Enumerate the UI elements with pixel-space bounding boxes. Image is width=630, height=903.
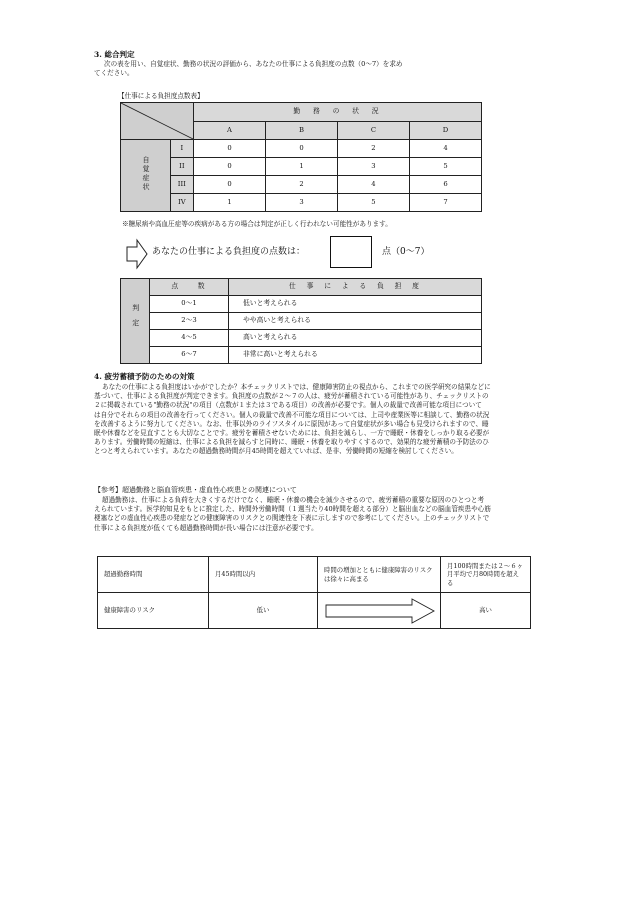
- reference-body: [94, 496, 534, 533]
- section3-intro: [94, 60, 494, 78]
- score-cell: 0: [194, 140, 266, 158]
- score-cell: 2: [265, 176, 337, 194]
- diagonal-line: [121, 103, 193, 139]
- risk-row2-high: 高い: [441, 593, 531, 629]
- score-cell: 5: [409, 158, 481, 176]
- score-table-corner: [121, 103, 194, 140]
- risk-row1-high: 月100時間または２〜６ヶ月平均で月80時間を超える: [441, 557, 531, 593]
- arrow-right-icon: [320, 596, 438, 626]
- score-cell: 6: [409, 176, 481, 194]
- risk-row2-label: 健康障害のリスク: [98, 593, 209, 629]
- score-cell: 0: [194, 158, 266, 176]
- col-header-d: D: [409, 121, 481, 140]
- reference-line: 仕事による負担度が低くても超過勤務時間が長い場合には注意が必要です。: [94, 523, 318, 532]
- score-prompt-label: あなたの仕事による負担度の点数は：: [152, 247, 306, 257]
- risk-row1-mid: 時間の増加とともに健康障害のリスクは徐々に高まる: [318, 557, 441, 593]
- section4-line: 基づいて、仕事による負担度が判定できます。負担度の点数が２〜７の人は、疲労が蓄積されている可能性があり、チェックリストの: [94, 392, 489, 401]
- table-row: [98, 557, 531, 593]
- score-cell: 5: [337, 194, 409, 212]
- risk-table: [97, 556, 531, 629]
- score-cell: 3: [265, 194, 337, 212]
- table-row: [121, 296, 482, 313]
- col-header-b: B: [265, 121, 337, 140]
- risk-row2-low: 低い: [209, 593, 318, 629]
- section4-line: を改善するように努力してください。なお、仕事以外のライフスタイルに原因があって自覚症状が多い場合も見受けられますので、睡: [94, 419, 489, 428]
- row-label: II: [170, 158, 193, 176]
- side-label: 自覚症状: [142, 155, 151, 192]
- judge-desc: やや高いと考えられる: [229, 313, 482, 330]
- table-row: [121, 330, 482, 347]
- judge-col-score: 点 数: [150, 279, 229, 296]
- table-row: [121, 194, 482, 212]
- judge-side-cell: [121, 279, 150, 364]
- reference-line: 梗塞などの虚血性心疾患の発症などの健康障害のリスクとの関連性を下表に示しますので参考にしてください。上のチェックリストで: [94, 514, 490, 523]
- score-table: [120, 102, 482, 212]
- reference-line: 超過勤務は、仕事による負荷を大きくするだけでなく、睡眠・休養の機会を減少させるので、疲労蓄積の重要な原因のひとつと考: [102, 496, 485, 504]
- arrow-right-icon: [126, 238, 148, 270]
- judge-range: 2〜3: [150, 313, 229, 330]
- judge-col-burden: 仕 事 に よ る 負 担 度: [229, 279, 482, 296]
- table-row: [98, 593, 531, 629]
- score-prompt-suffix: 点（0〜7）: [382, 247, 430, 257]
- section4-line: は自分でそれらの項目の改善を行ってください。個人の裁量で改善不可能な項目については、上司や産業医等に相談して、勤務の状況: [94, 410, 490, 419]
- judge-desc: 高いと考えられる: [229, 330, 482, 347]
- score-table-note: ※糖尿病や高血圧症等の疾病がある方の場合は判定が正しく行われない可能性があります。: [122, 220, 392, 228]
- score-cell: 7: [409, 194, 481, 212]
- judge-side-label: 判定: [131, 304, 140, 335]
- row-label: I: [170, 140, 193, 158]
- section3-intro-line2: てください。: [94, 69, 134, 78]
- table-row: [121, 347, 482, 364]
- judge-range: 0〜1: [150, 296, 229, 313]
- section3-intro-line1: 次の表を用い、自覚症状、勤務の状況の評価から、あなたの仕事による負担度の点数（0〜7）を求め: [104, 60, 403, 68]
- score-cell: 0: [265, 140, 337, 158]
- risk-row1-label: 超過勤務時間: [98, 557, 209, 593]
- reference-heading: 【参考】超過勤務と脳血管疾患・虚血性心疾患との関連について: [94, 486, 297, 494]
- reference-line: えられています。医学的知見をもとに推定した、時間外労働時間（１週当たり40時間を超える部分）と脳出血などの脳血管疾患や心筋: [94, 505, 491, 514]
- section3-heading: 3. 総合判定: [94, 50, 135, 59]
- risk-arrow-cell: [318, 593, 441, 629]
- side-label-cell: [121, 140, 171, 212]
- section4-line: とつと考えられています。あなたの超過勤務時間が月45時間を超えていれば、是非、労働時間の短縮を検討してください。: [94, 447, 458, 456]
- score-cell: 3: [337, 158, 409, 176]
- score-table-header-main: 勤 務 の 状 況: [194, 103, 482, 122]
- score-cell: 4: [409, 140, 481, 158]
- table-row: [121, 313, 482, 330]
- section4-body: [94, 383, 534, 457]
- score-table-caption: 【仕事による負担度点数表】: [118, 92, 204, 100]
- table-row: [121, 140, 482, 158]
- table-row: [121, 158, 482, 176]
- score-answer-box[interactable]: [330, 236, 372, 268]
- score-cell: 0: [194, 176, 266, 194]
- score-cell: 2: [337, 140, 409, 158]
- section4-line: 眠や休養などを見直すことも大切なことです。疲労を蓄積させないためには、負担を減らし、一方で睡眠・休養をしっかり取る必要が: [94, 429, 490, 438]
- section4-line: あなたの仕事による負担度はいかがでしたか？本チェックリストでは、健康障害防止の視点から、これまでの医学研究の結果などに: [102, 383, 491, 391]
- section4-heading: 4. 疲労蓄積予防のための対策: [94, 372, 195, 381]
- judge-range: 4〜5: [150, 330, 229, 347]
- score-cell: 4: [337, 176, 409, 194]
- col-header-c: C: [337, 121, 409, 140]
- judge-desc: 低いと考えられる: [229, 296, 482, 313]
- section4-line: あります。労働時間の短縮は、仕事による負担を減らすと同時に、睡眠・休養を取りやすくするので、効果的な疲労蓄積の予防法のひ: [94, 438, 489, 447]
- section4-line: ２に掲載されている"勤務の状況"の項目（点数が１または３である項目）の改善が必要です。個人の裁量で改善可能な項目について: [94, 401, 482, 410]
- risk-row1-low: 月45時間以内: [209, 557, 318, 593]
- row-label: IV: [170, 194, 193, 212]
- col-header-a: A: [194, 121, 266, 140]
- judge-range: 6〜7: [150, 347, 229, 364]
- judge-desc: 非常に高いと考えられる: [229, 347, 482, 364]
- row-label: III: [170, 176, 193, 194]
- judge-table: [120, 278, 482, 364]
- score-cell: 1: [194, 194, 266, 212]
- table-row: [121, 176, 482, 194]
- score-cell: 1: [265, 158, 337, 176]
